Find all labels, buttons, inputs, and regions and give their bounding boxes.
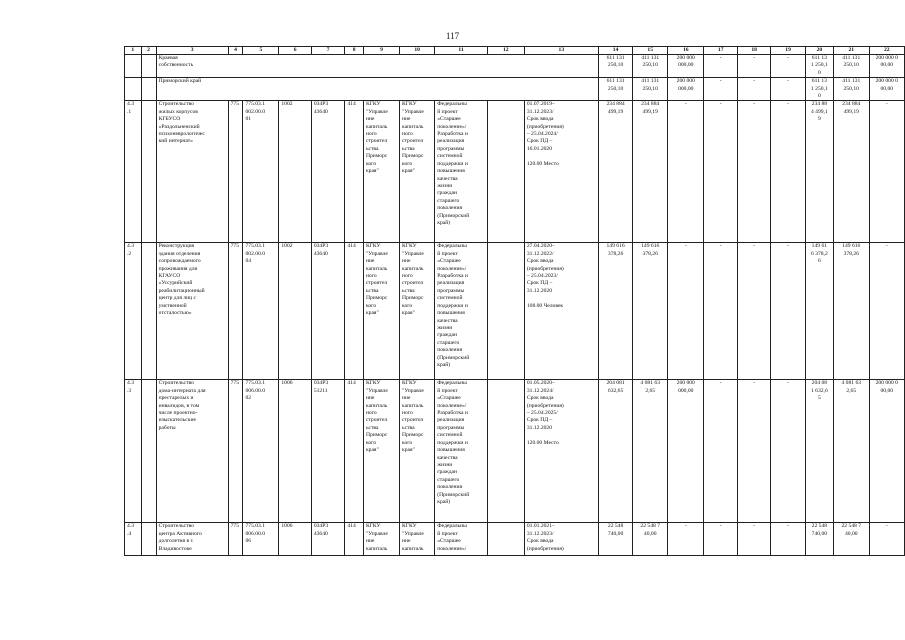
- cell-c6: 1006: [279, 523, 311, 556]
- header-cell: 19: [771, 47, 805, 55]
- cell-c14: 204 081 632,65: [598, 380, 633, 523]
- cell-col22: 200 000 0 00,00: [869, 78, 904, 101]
- cell-c17: -: [704, 101, 737, 243]
- cell-c18: -: [737, 380, 770, 523]
- header-cell: 21: [833, 47, 869, 55]
- cell-c13: 27.04.2020– 31.12.2022/ Срок ввода (приобретения) – 25.04.2023/ Срок ПД – 31.12.2020 108.00 Человек: [524, 243, 598, 380]
- cell-col16: 200 000 000,00: [668, 55, 704, 78]
- cell-c12: [487, 380, 524, 523]
- cell-c9: КГКУ "Управле ние капиталь ного строител ьства Приморс кого края": [363, 101, 399, 243]
- cell-col17: -: [704, 78, 737, 101]
- row-number: 4.3 .2: [125, 243, 142, 380]
- cell-c20: 22 548 740,00: [805, 523, 833, 556]
- cell-c6: 1002: [279, 243, 311, 380]
- header-row: [125, 47, 905, 55]
- empty-cell: [141, 243, 156, 380]
- cell-c15: 234 884 499,19: [633, 101, 668, 243]
- header-cell: 8: [345, 47, 364, 55]
- table-row: [125, 101, 905, 243]
- header-cell: 22: [869, 47, 904, 55]
- cell-col22: 200 000 0 00,00: [869, 55, 904, 78]
- header-cell: 7: [311, 47, 345, 55]
- empty-cell: [141, 78, 156, 101]
- cell-c20: 149 61 6 378,2 6: [805, 243, 833, 380]
- cell-c4: 775: [228, 101, 243, 243]
- cell-c4: 775: [228, 243, 243, 380]
- header-cell: 1: [125, 47, 142, 55]
- header-cell: 12: [487, 47, 524, 55]
- cell-c10: КГКУ "Управле ние капиталь ного строител ьства Приморс кого края": [400, 101, 435, 243]
- cell-c19: -: [771, 523, 805, 556]
- cell-c15: 22 548 7 40,00: [633, 523, 668, 556]
- cell-c5: 775.03.1 002.00.0 04: [243, 243, 279, 380]
- header-cell: 18: [737, 47, 770, 55]
- summary-row-primorsky-krai: [125, 78, 905, 101]
- header-cell: 16: [668, 47, 704, 55]
- summary-label: Приморский край: [156, 78, 598, 101]
- object-name: Строительство центра Активного долголетия в г. Владивостоке: [156, 523, 228, 556]
- summary-row-regional-property: [125, 55, 905, 78]
- cell-c7: 034P3 43640: [311, 101, 345, 243]
- table-row: [125, 523, 905, 556]
- cell-c21: 22 548 7 40,00: [833, 523, 869, 556]
- empty-cell: [141, 523, 156, 556]
- cell-c7: 034P3 43640: [311, 523, 345, 556]
- cell-c17: -: [704, 523, 737, 556]
- cell-c19: -: [771, 380, 805, 523]
- header-cell: 20: [805, 47, 833, 55]
- empty-cell: [141, 380, 156, 523]
- header-cell: 5: [243, 47, 279, 55]
- cell-c14: 234 884 499,19: [598, 101, 633, 243]
- empty-cell: [125, 78, 142, 101]
- cell-c11: Федеральны й проект «Старшее поколение»/: [435, 523, 488, 556]
- header-cell: 11: [435, 47, 488, 55]
- cell-col21: 411 131 250,10: [833, 78, 869, 101]
- page-number: 117: [445, 31, 460, 41]
- cell-c19: -: [771, 101, 805, 243]
- cell-c12: [487, 101, 524, 243]
- cell-c21: 234 884 499,19: [833, 101, 869, 243]
- cell-c6: 1006: [279, 380, 311, 523]
- cell-c17: -: [704, 243, 737, 380]
- cell-c15: 4 081 63 2,65: [633, 380, 668, 523]
- cell-c4: 775: [228, 380, 243, 523]
- cell-c8: 414: [345, 243, 364, 380]
- header-cell: 17: [704, 47, 737, 55]
- budget-table: [124, 46, 905, 556]
- table-row: [125, 380, 905, 523]
- header-cell: 3: [156, 47, 228, 55]
- cell-c20: 204 08 1 632,6 5: [805, 380, 833, 523]
- cell-col16: 200 000 000,00: [668, 78, 704, 101]
- cell-c15: 149 616 378,26: [633, 243, 668, 380]
- cell-col19: -: [771, 78, 805, 101]
- empty-cell: [125, 55, 142, 78]
- cell-c9: КГКУ "Управле ние капиталь ного строител ьства Приморс кого края": [363, 243, 399, 380]
- header-cell: 10: [400, 47, 435, 55]
- object-name: Строительство жилых корпусов КГБУСО «Раздольненский психоневрологичес кий интернат»: [156, 101, 228, 243]
- cell-c8: 414: [345, 523, 364, 556]
- cell-col19: -: [771, 55, 805, 78]
- cell-c20: 234 88 4 499,1 9: [805, 101, 833, 243]
- cell-c16: -: [668, 243, 704, 380]
- cell-c16: -: [668, 523, 704, 556]
- header-cell: 15: [633, 47, 668, 55]
- cell-c11: Федеральны й проект «Старшее поколение»/ Разработка и реализация программы системной поддержки и повышения качества жизни граждан старшего поколения (Приморский край): [435, 380, 488, 523]
- cell-col21: 411 131 250,10: [833, 55, 869, 78]
- header-cell: 13: [524, 47, 598, 55]
- cell-c10: КГКУ "Управле ние капиталь: [400, 523, 435, 556]
- cell-c14: 149 616 378,26: [598, 243, 633, 380]
- empty-cell: [141, 55, 156, 78]
- empty-cell: [141, 101, 156, 243]
- cell-c5: 775.03.1 002.00.0 01: [243, 101, 279, 243]
- cell-c22: -: [869, 523, 904, 556]
- cell-c5: 775.03.1 006.00.0 02: [243, 380, 279, 523]
- cell-c17: -: [704, 380, 737, 523]
- cell-c21: 4 081 63 2,65: [833, 380, 869, 523]
- cell-c13: 01.07.2019– 31.12.2023/ Срок ввода (приобретения) – 25.04.2024/ Срок ПД – 16.01.2020 120.00 Место: [524, 101, 598, 243]
- cell-c7: 034P3 43640: [311, 243, 345, 380]
- cell-c6: 1002: [279, 101, 311, 243]
- cell-col15: 411 131 250,10: [633, 55, 668, 78]
- cell-col17: -: [704, 55, 737, 78]
- cell-c21: 149 616 378,26: [833, 243, 869, 380]
- table-row: [125, 243, 905, 380]
- cell-c14: 22 548 740,00: [598, 523, 633, 556]
- header-cell: 9: [363, 47, 399, 55]
- row-number: 4.3 .4: [125, 523, 142, 556]
- cell-c18: -: [737, 243, 770, 380]
- cell-c10: КГКУ "Управле ние капиталь ного строител ьства Приморс кого края": [400, 380, 435, 523]
- cell-col20: 611 13 1 250,1 0: [805, 78, 833, 101]
- cell-col14: 611 131 250,10: [598, 55, 633, 78]
- cell-c5: 775.03.1 006.00.0 06: [243, 523, 279, 556]
- cell-col14: 611 131 250,10: [598, 78, 633, 101]
- header-cell: 14: [598, 47, 633, 55]
- cell-c22: 200 000 0 00,00: [869, 380, 904, 523]
- cell-c22: -: [869, 101, 904, 243]
- cell-c12: [487, 523, 524, 556]
- cell-c7: 034P3 51211: [311, 380, 345, 523]
- cell-c13: 01.01.2021– 31.12.2023/ Срок ввода (приобретения): [524, 523, 598, 556]
- cell-col18: -: [737, 55, 770, 78]
- cell-c10: КГКУ "Управле ние капиталь ного строител ьства Приморс кого края": [400, 243, 435, 380]
- summary-label: Краевая собственность: [156, 55, 598, 78]
- row-number: 4.3 .3: [125, 380, 142, 523]
- cell-c4: 775: [228, 523, 243, 556]
- row-number: 4.3 .1: [125, 101, 142, 243]
- header-cell: 2: [141, 47, 156, 55]
- cell-col20: 611 13 1 250,1 0: [805, 55, 833, 78]
- cell-c16: 200 000 000,00: [668, 380, 704, 523]
- cell-c16: -: [668, 101, 704, 243]
- cell-c9: КГКУ "Управле ние капиталь: [363, 523, 399, 556]
- object-name: Реконструкция здания отделения сопровождаемого проживания для КГАУСО «Уссурийский реабилитационный центр для лиц с умственной отсталостью»: [156, 243, 228, 380]
- object-name: Строительство дома-интерната для престарелых и инвалидов, в том числе проектно- изыскательские работы: [156, 380, 228, 523]
- cell-c8: 414: [345, 101, 364, 243]
- cell-c9: КГКУ "Управле ние капиталь ного строител ьства Приморс кого края": [363, 380, 399, 523]
- cell-c13: 01.05.2020– 31.12.2024/ Срок ввода (приобретения) – 25.04.2025/ Срок ПД – 31.12.2020 120.00 Место: [524, 380, 598, 523]
- cell-c19: -: [771, 243, 805, 380]
- cell-c12: [487, 243, 524, 380]
- header-cell: 4: [228, 47, 243, 55]
- cell-col15: 411 131 250,10: [633, 78, 668, 101]
- cell-c11: Федеральны й проект «Старшее поколение»/ Разработка и реализация программы системной поддержки и повышения качества жизни граждан старшего поколения (Приморский край): [435, 243, 488, 380]
- cell-c8: 414: [345, 380, 364, 523]
- cell-col18: -: [737, 78, 770, 101]
- cell-c18: -: [737, 523, 770, 556]
- header-cell: 6: [279, 47, 311, 55]
- cell-c11: Федеральны й проект «Старшее поколение»/ Разработка и реализация программы системной поддержки и повышения качества жизни граждан старшего поколения (Приморский край): [435, 101, 488, 243]
- cell-c18: -: [737, 101, 770, 243]
- cell-c22: -: [869, 243, 904, 380]
